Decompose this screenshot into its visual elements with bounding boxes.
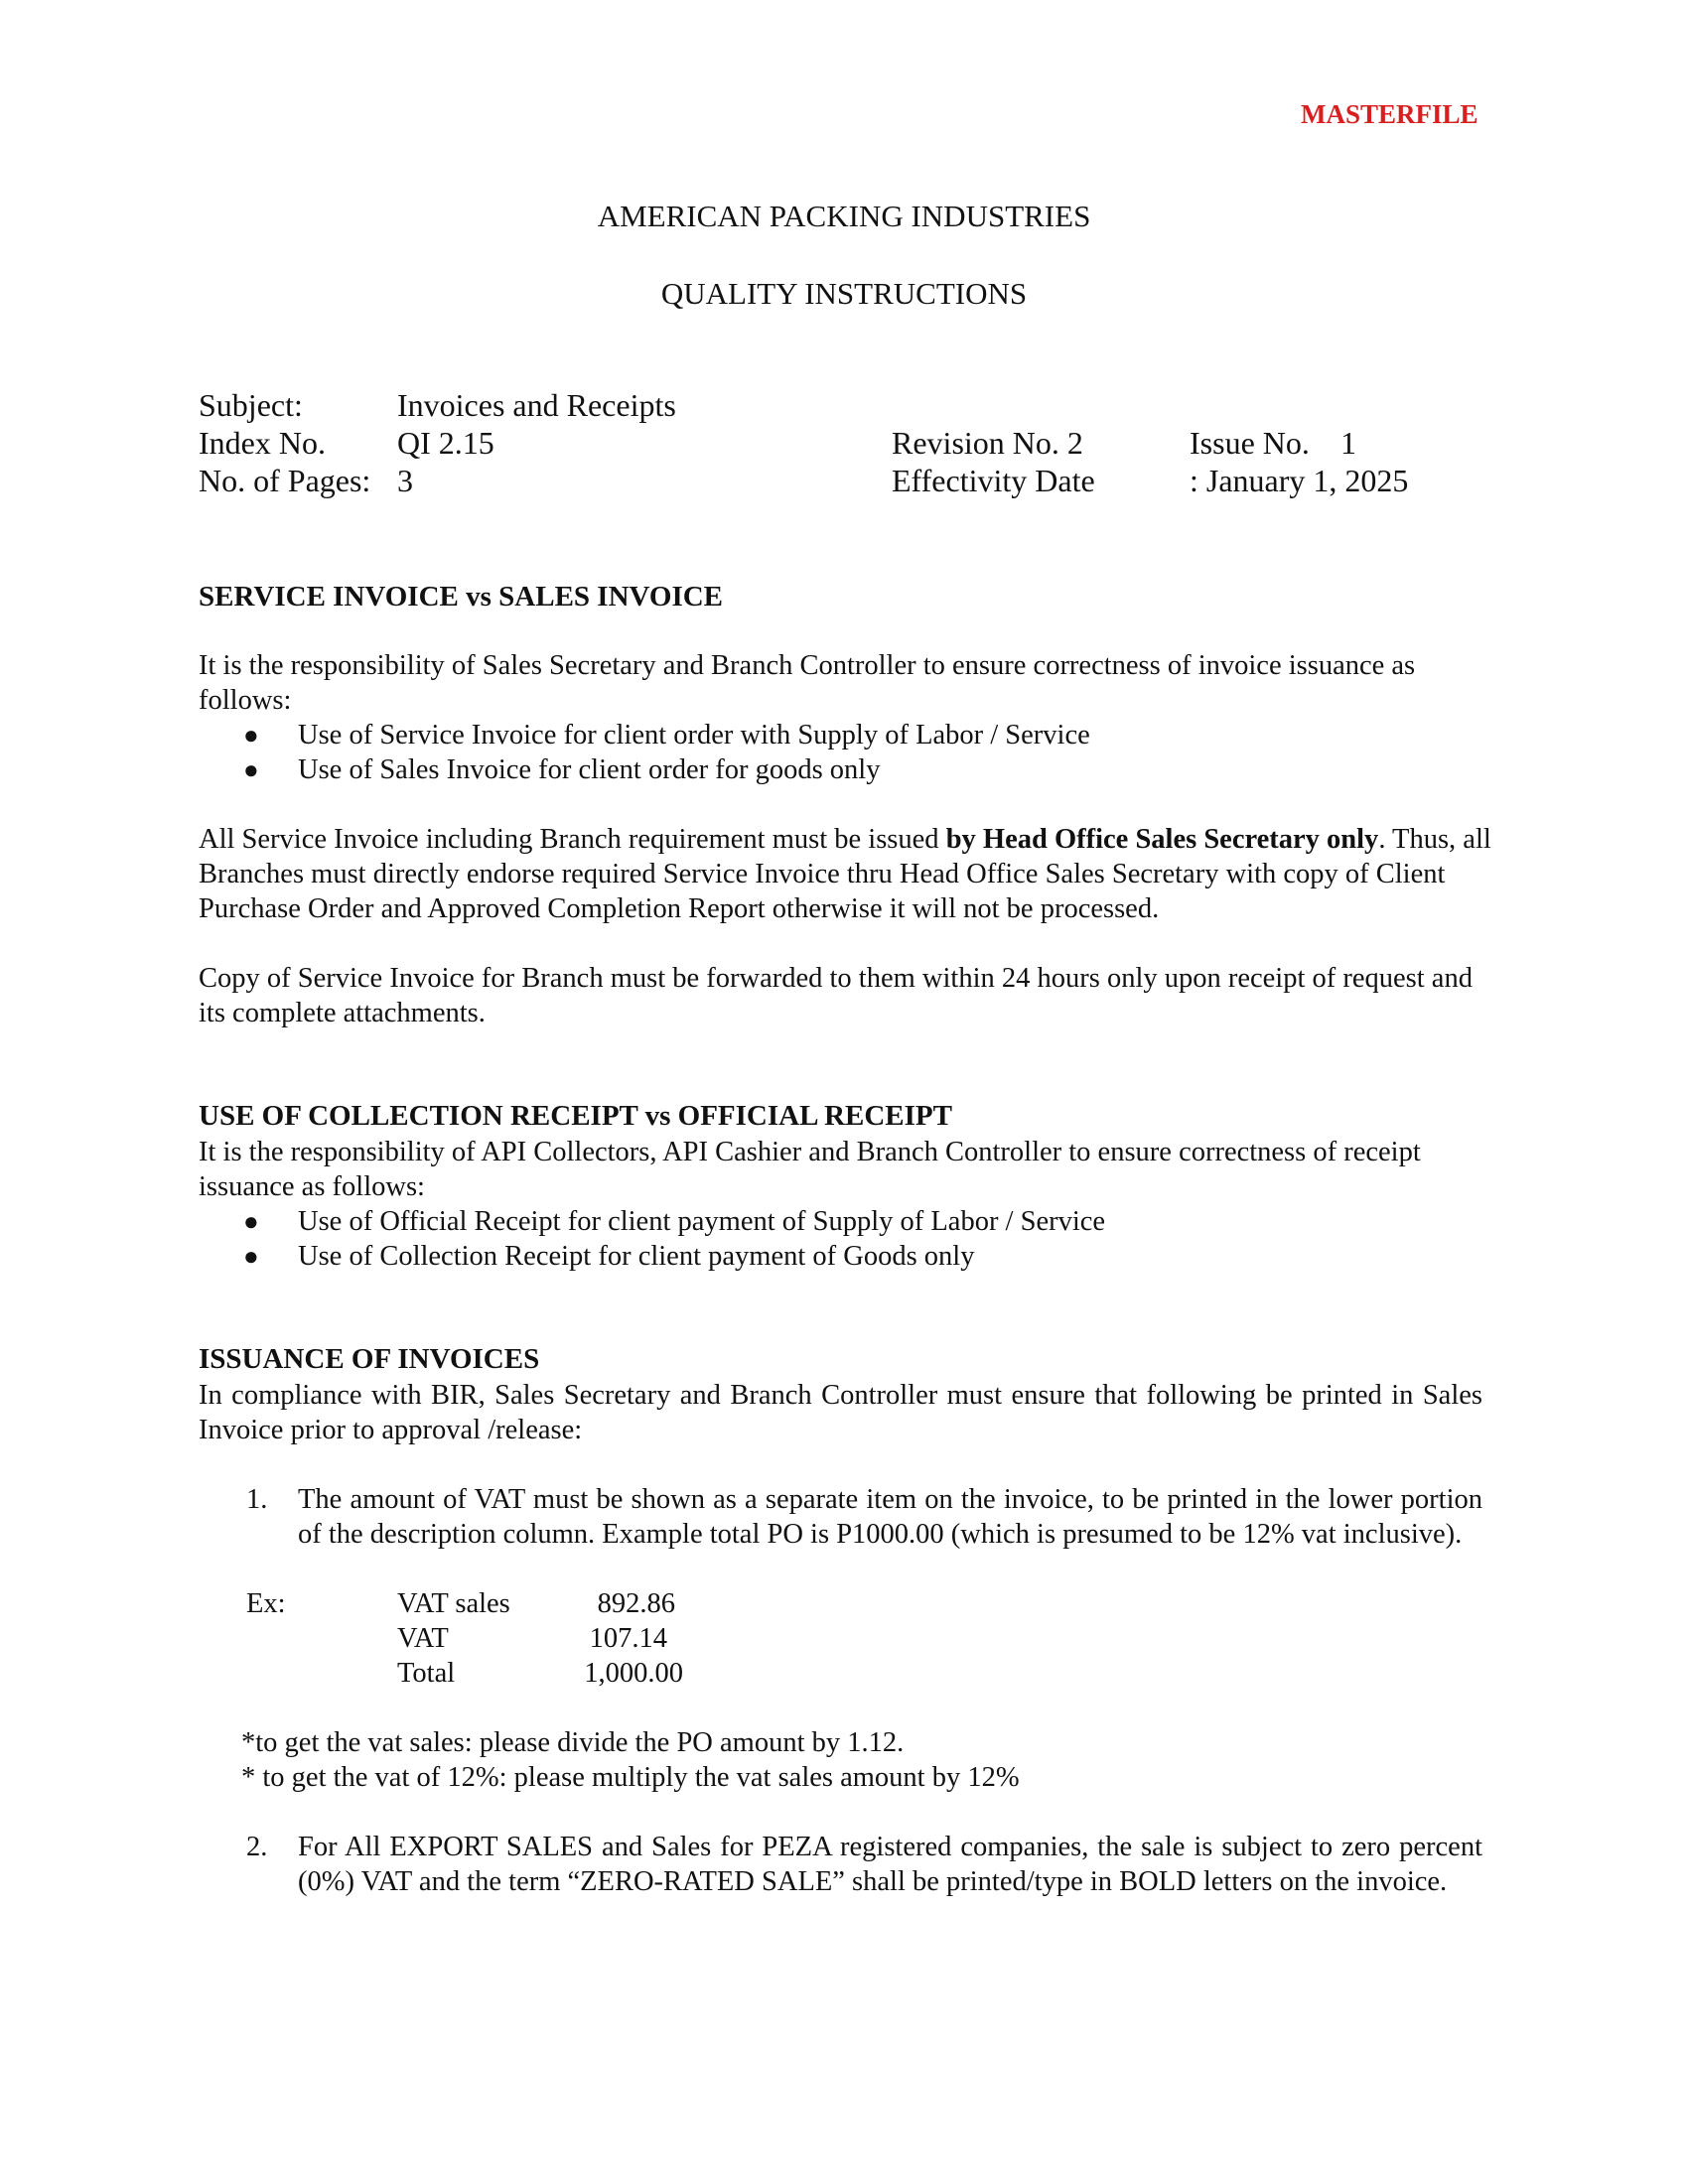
subject-value: Invoices and Receipts [397, 387, 676, 423]
bullet-icon: ● [243, 1207, 259, 1236]
section-heading-issuance: ISSUANCE OF INVOICES [199, 1343, 540, 1375]
example-row-value: 107.14 [589, 1623, 667, 1654]
effectivity-value: : January 1, 2025 [1190, 463, 1409, 498]
effectivity-label: Effectivity Date [892, 463, 1095, 498]
item1-text: The amount of VAT must be shown as a separate item on the invoice, to be printed in the lower portion of the description column. Example total PO is P1000.00 (which is presumed to be 12% vat inclusive). [298, 1484, 1482, 1550]
list-item: ● Use of Sales Invoice for client order for goods only [243, 754, 881, 785]
example-row-name: VAT [397, 1623, 449, 1654]
masterfile-stamp: MASTERFILE [1301, 99, 1478, 129]
vat-amount-note: * to get the vat of 12%: please multiply the vat sales amount by 12% [241, 1762, 1020, 1793]
section3-intro: In compliance with BIR, Sales Secretary and Branch Controller must ensure that following be printed in Sales Invoice prior to approval /release: [199, 1380, 1482, 1445]
pages-label: No. of Pages: [199, 463, 371, 498]
example-label: Ex: [246, 1588, 286, 1619]
example-row-value: 892.86 [597, 1588, 675, 1619]
example-row-value: 1,000.00 [584, 1658, 683, 1689]
bullet-icon: ● [243, 1242, 259, 1271]
list-item: ● Use of Official Receipt for client payment of Supply of Labor / Service [243, 1206, 1106, 1237]
section1-head-office-paragraph: All Service Invoice including Branch requirement must be issued by Head Office Sales Secretary only. Thus, all Branches must directly endorse required Service Invoice thru Head Office Sales Secretary with copy of Client Purchase Order and Approved Completion Report otherwise it will not be processed. [199, 824, 1491, 924]
section-heading-collection-vs-official: USE OF COLLECTION RECEIPT vs OFFICIAL RECEIPT [199, 1100, 952, 1132]
section2-bullet-list [243, 1204, 1484, 1274]
example-row-name: Total [397, 1658, 456, 1689]
list-item: ● Use of Service Invoice for client order with Supply of Labor / Service [243, 720, 1090, 751]
list-item: ● Use of Collection Receipt for client payment of Goods only [243, 1241, 975, 1272]
item1-number: 1. [246, 1484, 268, 1515]
issue-label: Issue No. [1190, 425, 1310, 461]
pages-value: 3 [397, 463, 413, 498]
item2-number: 2. [246, 1832, 268, 1862]
section2-intro: It is the responsibility of API Collectors, API Cashier and Branch Controller to ensure correctness of receipt issuance as follows: [199, 1137, 1421, 1202]
section1-bullet-list [243, 718, 1484, 787]
bullet-icon: ● [243, 755, 259, 784]
issue-value: 1 [1340, 425, 1356, 461]
index-value: QI 2.15 [397, 425, 494, 461]
company-name: AMERICAN PACKING INDUSTRIES [597, 199, 1091, 233]
section-heading-service-vs-sales: SERVICE INVOICE vs SALES INVOICE [199, 581, 724, 613]
index-label: Index No. [199, 425, 326, 461]
section1-intro: It is the responsibility of Sales Secretary and Branch Controller to ensure correctness of invoice issuance as follows: [199, 650, 1416, 716]
example-row-name: VAT sales [397, 1588, 510, 1619]
bullet-icon: ● [243, 721, 259, 750]
revision-number: Revision No. 2 [892, 425, 1083, 461]
section1-forwarding-paragraph: Copy of Service Invoice for Branch must be forwarded to them within 24 hours only upon receipt of request and its complete attachments. [199, 963, 1473, 1028]
document-type: QUALITY INSTRUCTIONS [660, 276, 1028, 311]
vat-sales-note: *to get the vat sales: please divide the PO amount by 1.12. [241, 1727, 905, 1758]
item2-text: For All EXPORT SALES and Sales for PEZA registered companies, the sale is subject to zero percent (0%) VAT and the term “ZERO-RATED SALE” shall be printed/type in BOLD letters on the invoice. [298, 1832, 1482, 1897]
subject-label: Subject: [199, 387, 303, 423]
